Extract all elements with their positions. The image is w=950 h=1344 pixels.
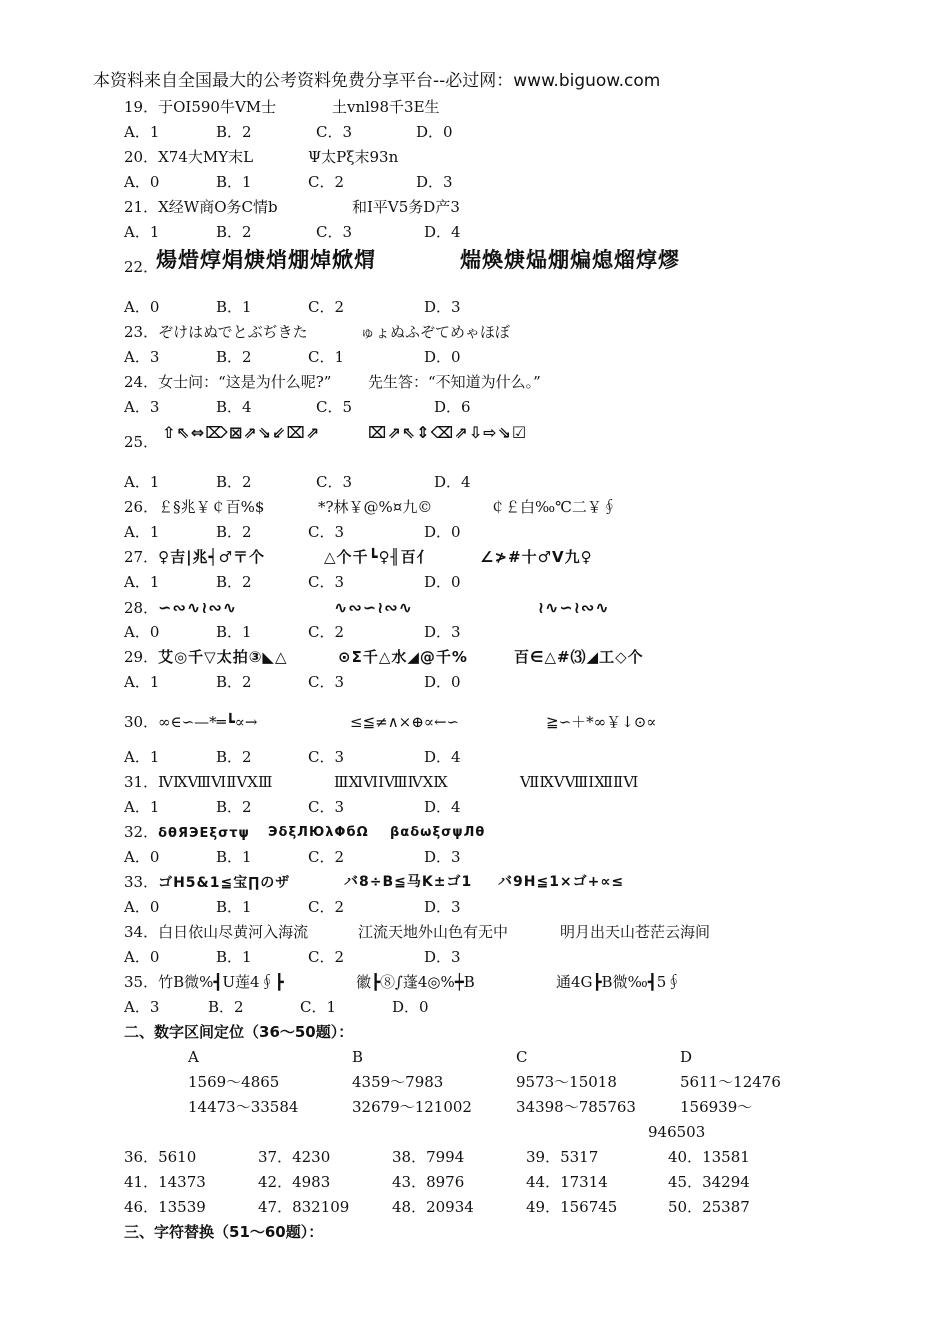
number-item: 49．156745 <box>526 1198 618 1216</box>
option: B．2 <box>216 523 252 541</box>
col-label: A <box>188 1048 199 1066</box>
option: C．2 <box>308 898 345 916</box>
question-19 <box>124 95 924 120</box>
option: D．0 <box>424 573 461 591</box>
number-item: 41．14373 <box>124 1173 206 1191</box>
number-item: 44．17314 <box>526 1173 608 1191</box>
q-string: ЭδξЛЮλΦбΩ <box>268 825 369 840</box>
number-item: 37．4230 <box>258 1148 331 1166</box>
option: C．1 <box>300 998 337 1016</box>
question-22-options <box>124 295 924 320</box>
option: B．2 <box>216 348 252 366</box>
q-number: 27． <box>124 548 159 566</box>
q-string: 和I平V5务D产3 <box>352 198 460 216</box>
q-number: 22． <box>124 258 159 276</box>
option: B．1 <box>216 948 252 966</box>
q-string: 于OI590牛VM士 <box>158 98 277 116</box>
option: A．3 <box>124 348 160 366</box>
q-string: ≀∿∽≀∾∿ <box>538 598 610 617</box>
q-string: 先生答：“不知道为什么。” <box>368 373 541 391</box>
q-string: ♀吉|兆┥♂〒个 <box>158 548 266 566</box>
section-3-title: 三、字符替换（51～60题）： <box>124 1223 324 1241</box>
q-number: 29． <box>124 648 159 666</box>
number-item: 50．25387 <box>668 1198 750 1216</box>
option: B．2 <box>216 573 252 591</box>
q-string: Ψ太Pξ末93n <box>308 148 399 166</box>
option: C．3 <box>308 798 345 816</box>
question-25-options <box>124 470 924 495</box>
question-28-options <box>124 620 924 645</box>
option: C．3 <box>308 673 345 691</box>
q-string: ⅢⅪⅥⅠⅧⅣⅩⅨ <box>334 773 448 791</box>
option: C．3 <box>308 573 345 591</box>
q-string: βαδωξσψЛθ <box>390 825 486 840</box>
option: A．1 <box>124 798 160 816</box>
option: D．3 <box>424 948 461 966</box>
question-33-options <box>124 895 924 920</box>
q-string: ゴH5&1≦宝∏のザ <box>158 875 291 891</box>
number-item: 39．5317 <box>526 1148 599 1166</box>
number-item: 42．4983 <box>258 1173 331 1191</box>
question-26-options <box>124 520 924 545</box>
question-32-options <box>124 845 924 870</box>
range-cell: 4359～7983 <box>352 1073 444 1091</box>
question-27 <box>124 545 924 570</box>
option: D．4 <box>424 798 461 816</box>
q-number: 24． <box>124 373 159 391</box>
question-20 <box>124 145 924 170</box>
option: A．1 <box>124 473 160 491</box>
range-cell: 14473～33584 <box>188 1098 299 1116</box>
option: A．1 <box>124 748 160 766</box>
q-string: ⌧⇗⇖⇕⌫⇗⇩⇨⇘☑ <box>368 423 528 442</box>
option: C．1 <box>308 348 345 366</box>
option: B．2 <box>216 223 252 241</box>
question-23-options <box>124 345 924 370</box>
question-25 <box>124 420 924 470</box>
question-27-options <box>124 570 924 595</box>
q-number: 19． <box>124 98 159 116</box>
q-string: 徽┣⑧∫蓬4◎%┿B <box>356 973 475 991</box>
question-29 <box>124 645 924 670</box>
number-item: 43．8976 <box>392 1173 465 1191</box>
option: A．0 <box>124 898 160 916</box>
question-31 <box>124 770 924 795</box>
option: D．0 <box>424 348 461 366</box>
q-number: 23． <box>124 323 159 341</box>
question-33 <box>124 870 924 895</box>
range-row-2-wrap <box>124 1120 924 1145</box>
question-35-options <box>124 995 924 1020</box>
option: C．2 <box>308 298 345 316</box>
range-cell: 5611～12476 <box>680 1073 781 1091</box>
number-item: 40．13581 <box>668 1148 750 1166</box>
option: B．1 <box>216 173 252 191</box>
q-string: ∞∈∽—*═┗∝→ <box>158 713 258 731</box>
q-string: ⅦⅨⅤⅧⅠⅫⅡⅥ <box>520 773 639 791</box>
q-number: 26． <box>124 498 159 516</box>
option: B．2 <box>216 748 252 766</box>
option: A．0 <box>124 623 160 641</box>
number-item: 36．5610 <box>124 1148 197 1166</box>
option: B．2 <box>216 473 252 491</box>
question-list <box>124 95 924 1245</box>
range-cell: 1569～4865 <box>188 1073 280 1091</box>
question-22 <box>124 245 924 295</box>
option: C．3 <box>308 748 345 766</box>
question-24 <box>124 370 924 395</box>
option: A．3 <box>124 998 160 1016</box>
option: B．4 <box>216 398 252 416</box>
col-label: D <box>680 1048 693 1066</box>
q-string: 通4G┣B微‰┫5∮ <box>556 973 682 991</box>
question-34-options <box>124 945 924 970</box>
option: B．2 <box>216 673 252 691</box>
question-30 <box>124 695 924 745</box>
q-number: 32． <box>124 823 159 841</box>
q-string: 女士问：“这是为什么呢?” <box>158 373 332 391</box>
question-32 <box>124 820 924 845</box>
q-number: 33． <box>124 873 159 891</box>
q-string: 土vnl98千3E生 <box>332 98 440 116</box>
option: C．2 <box>308 623 345 641</box>
option: B．2 <box>216 798 252 816</box>
option: D．0 <box>392 998 429 1016</box>
option: B．1 <box>216 898 252 916</box>
range-cell: 156939～ <box>680 1098 753 1116</box>
option: D．4 <box>424 748 461 766</box>
option: C．2 <box>308 948 345 966</box>
option: D．3 <box>424 623 461 641</box>
option: D．3 <box>424 848 461 866</box>
option: A．1 <box>124 673 160 691</box>
option: D．6 <box>434 398 471 416</box>
option: A．1 <box>124 223 160 241</box>
q-string: ≤≦≠∧×⊕∝←∽ <box>350 713 460 731</box>
question-23 <box>124 320 924 345</box>
option: A．1 <box>124 523 160 541</box>
number-items-row-2 <box>124 1170 924 1195</box>
option: A．0 <box>124 173 160 191</box>
q-string: △个千┗♀╢百亻 <box>324 548 433 566</box>
q-string: バ8÷B≦马K±ゴ1 <box>344 874 473 890</box>
number-item: 48．20934 <box>392 1198 474 1216</box>
range-cell: 34398～785763 <box>516 1098 636 1116</box>
q-string: 艾◎千▽太拍③◣△ <box>158 648 288 666</box>
question-21 <box>124 195 924 220</box>
option: C．2 <box>308 848 345 866</box>
number-items-row-1 <box>124 1145 924 1170</box>
page-header: 本资料来自全国最大的公考资料免费分享平台--必过网：www.biguow.com <box>93 71 661 91</box>
number-item: 46．13539 <box>124 1198 206 1216</box>
col-label: C <box>516 1048 528 1066</box>
question-31-options <box>124 795 924 820</box>
q-string: ⊙Σ千△水◢@千% <box>338 648 468 666</box>
q-string: ∿∾∽≀∾∿ <box>334 598 414 617</box>
q-string: ⇧⇖⇔⌦⊠⇗⇘⇙⌧⇗ <box>162 423 321 442</box>
range-cell: 32679～121002 <box>352 1098 472 1116</box>
q-number: 30． <box>124 713 159 731</box>
q-string: ∽∾∿≀∾∿ <box>158 598 238 617</box>
question-35 <box>124 970 924 995</box>
q-string: ￠￡白‰℃二￥∮ <box>490 498 617 516</box>
number-item: 38．7994 <box>392 1148 465 1166</box>
option: B．2 <box>216 123 252 141</box>
q-number: 31． <box>124 773 159 791</box>
q-string: X经W商O务C情b <box>158 198 278 216</box>
option: C．5 <box>316 398 353 416</box>
q-string: 白日依山尽黄河入海流 <box>158 923 309 941</box>
option: A．0 <box>124 948 160 966</box>
q-string: δθЯЭΕξστψ <box>158 826 250 841</box>
range-cell: 9573～15018 <box>516 1073 617 1091</box>
option: B．1 <box>216 623 252 641</box>
range-header-row <box>124 1045 924 1070</box>
q-number: 28． <box>124 599 159 617</box>
option: D．0 <box>424 673 461 691</box>
question-20-options <box>124 170 924 195</box>
section-2-title: 二、数字区间定位（36～50题）： <box>124 1023 354 1041</box>
q-string: 煬焟焞焆焿焇焩焯焮焨 <box>156 248 376 272</box>
option: D．3 <box>416 173 453 191</box>
q-number: 25． <box>124 433 159 451</box>
range-cell: 946503 <box>648 1123 706 1141</box>
question-26 <box>124 495 924 520</box>
question-19-options <box>124 120 924 145</box>
q-string: ≧∽＋*∞￥↓⊙∝ <box>546 713 657 731</box>
q-string: バ9H≦1×ゴ+∝≤ <box>498 874 625 890</box>
q-string: *?林￥@%¤九© <box>318 498 433 516</box>
option: D．4 <box>434 473 471 491</box>
option: D．3 <box>424 298 461 316</box>
option: D．0 <box>424 523 461 541</box>
question-34 <box>124 920 924 945</box>
option: A．1 <box>124 573 160 591</box>
question-30-options <box>124 745 924 770</box>
q-string: 煓煥焿煰焩煸熄熘焞熮 <box>460 248 680 272</box>
number-items-row-3 <box>124 1195 924 1220</box>
q-string: 竹B微%┫U莲4∮┣ <box>158 973 284 991</box>
question-29-options <box>124 670 924 695</box>
option: A．3 <box>124 398 160 416</box>
option: A．1 <box>124 123 160 141</box>
range-row-1 <box>124 1070 924 1095</box>
range-row-2 <box>124 1095 924 1120</box>
option: A．0 <box>124 848 160 866</box>
option: A．0 <box>124 298 160 316</box>
option: B．1 <box>216 298 252 316</box>
q-string: ぞけはぬでとぶぢきた <box>158 323 308 341</box>
option: C．2 <box>308 173 345 191</box>
col-label: B <box>352 1048 364 1066</box>
q-string: ゅょぬふぞてめゃほぼ <box>360 323 510 341</box>
option: C．3 <box>308 523 345 541</box>
q-string: 明月出天山苍茫云海间 <box>560 923 711 941</box>
q-string: ∠≯#十♂V九♀ <box>480 548 593 566</box>
option: D．3 <box>424 898 461 916</box>
option: B．2 <box>208 998 244 1016</box>
option: D．4 <box>424 223 461 241</box>
number-item: 47．832109 <box>258 1198 350 1216</box>
q-number: 34． <box>124 923 159 941</box>
number-item: 45．34294 <box>668 1173 750 1191</box>
question-28 <box>124 595 924 620</box>
q-number: 20． <box>124 148 159 166</box>
q-string: 百∈△#⑶◢工◇个 <box>514 648 644 666</box>
q-number: 35． <box>124 973 159 991</box>
option: D．0 <box>416 123 453 141</box>
q-string: X74大MY末L <box>158 148 254 166</box>
option: C．3 <box>316 223 353 241</box>
q-string: 江流天地外山色有无中 <box>358 923 509 941</box>
q-string: ⅣⅨⅧⅥⅡⅤⅩⅢ <box>158 773 273 791</box>
q-string: ￡§兆￥￠百%$ <box>158 498 265 516</box>
option: B．1 <box>216 848 252 866</box>
option: C．3 <box>316 473 353 491</box>
option: C．3 <box>316 123 353 141</box>
q-number: 21． <box>124 198 159 216</box>
